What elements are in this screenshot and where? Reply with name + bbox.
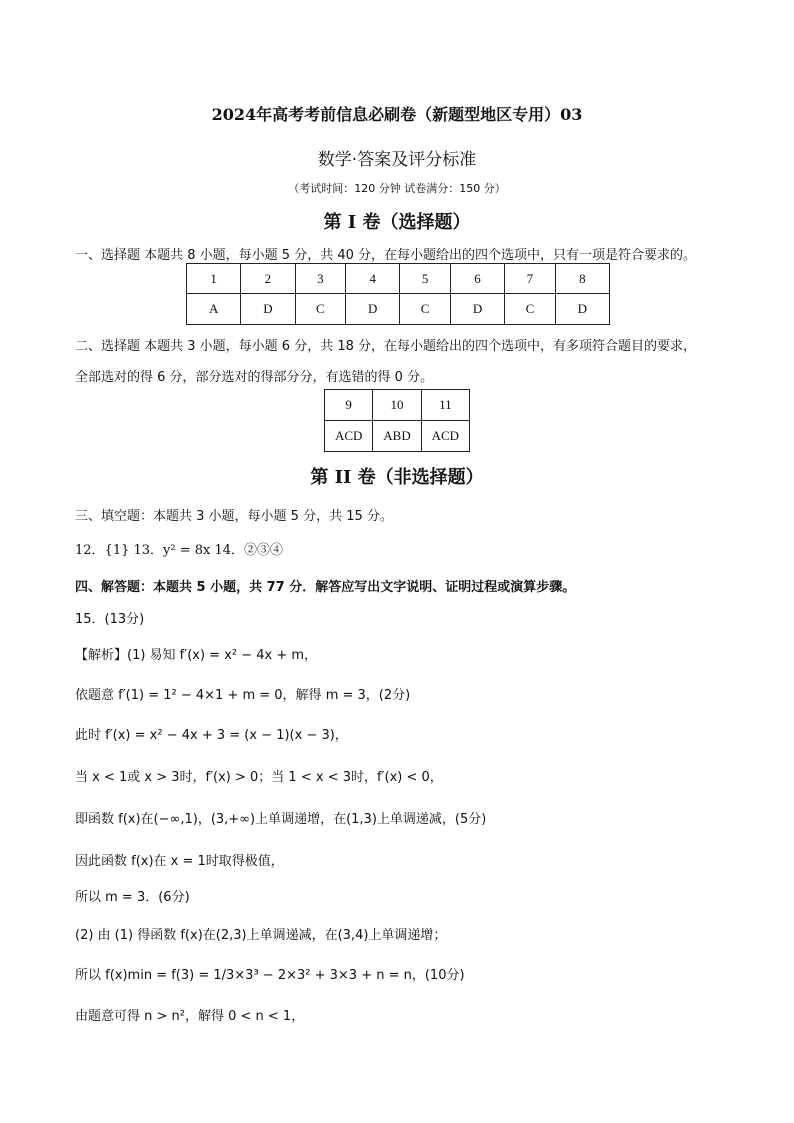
page-subtitle: 数学·答案及评分标准	[317, 150, 477, 170]
section3-intro: 三、填空题：本题共 3 小题，每小题 5 分，共 15 分。	[75, 509, 393, 524]
solution-line: 当 x < 1或 x > 3时，f′(x) > 0；当 1 < x < 3时，f′(x) < 0，	[75, 770, 443, 785]
question-number-cell: 5	[400, 264, 451, 294]
question-number-cell: 11	[421, 390, 469, 421]
answer-cell: C	[295, 294, 346, 325]
solution-line: 即函数 f(x)在(−∞,1)，(3,+∞)上单调递增，在(1,3)上单调递减，(5分)	[75, 812, 487, 827]
question-number-cell: 10	[373, 390, 421, 421]
section2-answer-row	[325, 421, 470, 452]
solution-line: (2) 由 (1) 得函数 f(x)在(2,3)上单调递减，在(3,4)上单调递增；	[75, 928, 447, 943]
question-number-cell: 9	[325, 390, 373, 421]
question-number-cell: 6	[450, 264, 504, 294]
question-number-cell: 4	[346, 264, 400, 294]
section2-answer-table	[324, 389, 470, 452]
answer-cell: A	[187, 294, 241, 325]
answer-cell: ABD	[373, 421, 421, 452]
section1-answer-table	[186, 263, 610, 325]
answer-cell: ACD	[325, 421, 373, 452]
answer-cell: D	[450, 294, 504, 325]
answer-cell: D	[555, 294, 609, 325]
answer-cell: ACD	[421, 421, 469, 452]
solution-line: 依题意 f′(1) = 1² − 4×1 + m = 0，解得 m = 3，(2分)	[75, 688, 411, 703]
section1-answer-row	[187, 294, 610, 325]
page-title: 2024年高考考前信息必刷卷（新题型地区专用）03	[211, 105, 583, 124]
part1-heading: 第 I 卷（选择题）	[323, 212, 471, 233]
fill-in-answers: 12．{1} 13．y² = 8x 14．②③④	[75, 543, 284, 558]
question-number-cell: 7	[505, 264, 556, 294]
section4-intro: 四、解答题：本题共 5 小题，共 77 分．解答应写出文字说明、证明过程或演算步骤。	[75, 580, 576, 595]
exam-meta: （考试时间：120 分钟 试卷满分：150 分）	[288, 182, 506, 195]
section2-number-row	[325, 390, 470, 421]
solution-line: 因此函数 f(x)在 x = 1时取得极值，	[75, 854, 284, 869]
answer-cell: C	[400, 294, 451, 325]
q15-label: 15．(13分)	[75, 612, 145, 627]
section1-number-row	[187, 264, 610, 294]
question-number-cell: 3	[295, 264, 346, 294]
section2-intro-line1: 二、选择题 本题共 3 小题，每小题 6 分，共 18 分，在每小题给出的四个选项中，有多项符合题目的要求，	[75, 339, 697, 354]
answer-cell: D	[346, 294, 400, 325]
solution-line: 所以 m = 3．(6分)	[75, 890, 190, 905]
solution-line: 所以 f(x)min = f(3) = 1/3×3³ − 2×3² + 3×3 + n = n，(10分)	[75, 968, 465, 983]
solution-line: 此时 f′(x) = x² − 4x + 3 = (x − 1)(x − 3)，	[75, 728, 348, 743]
section1-intro: 一、选择题 本题共 8 小题，每小题 5 分，共 40 分，在每小题给出的四个选项中，只有一项是符合要求的。	[75, 248, 697, 263]
question-number-cell: 8	[555, 264, 609, 294]
solution-line: 【解析】(1) 易知 f′(x) = x² − 4x + m，	[75, 648, 318, 663]
question-number-cell: 2	[241, 264, 295, 294]
question-number-cell: 1	[187, 264, 241, 294]
answer-cell: C	[505, 294, 556, 325]
section2-intro-line2: 全部选对的得 6 分，部分选对的得部分分，有选错的得 0 分。	[75, 370, 434, 385]
answer-cell: D	[241, 294, 295, 325]
part2-heading: 第 II 卷（非选择题）	[310, 467, 484, 488]
solution-line: 由题意可得 n > n²，解得 0 < n < 1，	[75, 1009, 305, 1024]
